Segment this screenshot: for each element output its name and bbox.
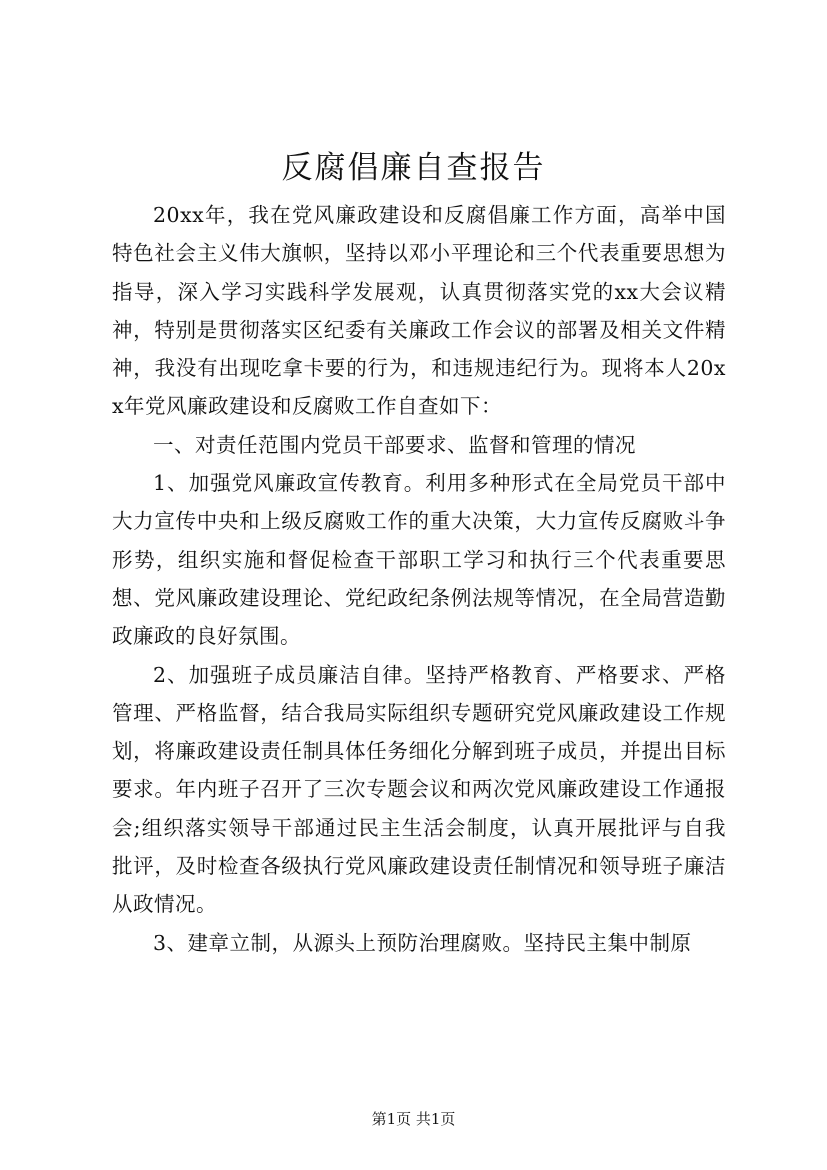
paragraph-item-1: 1、加强党风廉政宣传教育。利用多种形式在全局党员干部中大力宣传中央和上级反腐败工作的重大决策，大力宣传反腐败斗争形势，组织实施和督促检查干部职工学习和执行三个代表重要思想、党风廉政建设理论、党纪政纪条例法规等情况，在全局营造勤政廉政的良好氛围。 [112,471,726,649]
section-heading-1: 一、对责任范围内党员干部要求、监督和管理的情况 [153,432,636,457]
paragraph-item-2: 2、加强班子成员廉洁自律。坚持严格教育、严格要求、严格管理、严格监督，结合我局实际组织专题研究党风廉政建设工作规划，将廉政建设责任制具体任务细化分解到班子成员，并提出目标要求。年内班子召开了三次专题会议和两次党风廉政建设工作通报会;组织落实领导干部通过民主生活会制度，认真开展批评与自我批评，及时检查各级执行党风廉政建设责任制情况和领导班子廉洁从政情况。 [112,662,726,917]
paragraph-item-3: 3、建章立制，从源头上预防治理腐败。坚持民主集中制原 [153,930,692,955]
document-title: 反腐倡廉自查报告 [281,150,546,186]
paragraph-intro: 20xx年，我在党风廉政建设和反腐倡廉工作方面，高举中国特色社会主义伟大旗帜，坚持以邓小平理论和三个代表重要思想为指导，深入学习实践科学发展观，认真贯彻落实党的xx大会议精神，特别是贯彻落实区纪委有关廉政工作会议的部署及相关文件精神，我没有出现吃拿卡要的行为，和违规违纪行为。现将本人20xx年党风廉政建设和反腐败工作自查如下： [112,203,726,419]
document-body [112,196,726,962]
page-footer: 第1页 共1页 [371,1110,456,1128]
